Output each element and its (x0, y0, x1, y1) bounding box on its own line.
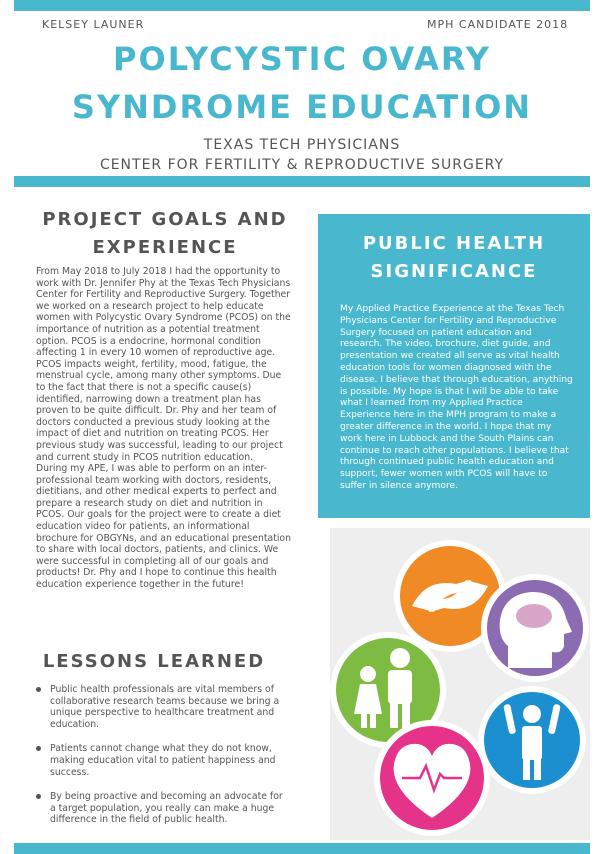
list-item (40, 743, 285, 778)
lesson-text: By being proactive and becoming an advocate for a target population, you really can make a huge difference in the field of public health. (50, 791, 283, 826)
head-brain-icon (481, 574, 589, 682)
lesson-text: Public health professionals are vital members of collaborative research teams because we bring a unique perspective to healthcare treatment and education. (50, 684, 280, 730)
credential: MPH CANDIDATE 2018 (427, 18, 569, 31)
health-icons-svg (330, 528, 590, 840)
top-accent-bar (14, 0, 590, 11)
raised-arms-person-icon (478, 686, 586, 794)
goals-body (36, 266, 292, 591)
page-title-line2: SYNDROME EDUCATION (71, 88, 533, 126)
lessons-list (40, 684, 285, 839)
bullet-dot (36, 687, 41, 692)
subtitle-line1: TEXAS TECH PHYSICIANS (203, 137, 401, 153)
heart-pulse-icon (374, 720, 490, 836)
significance-heading-line2: SIGNIFICANCE (370, 261, 538, 282)
significance-panel (318, 214, 590, 518)
list-item (40, 684, 285, 730)
list-item (40, 791, 285, 826)
subtitle-line2: CENTER FOR FERTILITY & REPRODUCTIVE SURGERY (99, 157, 505, 173)
goals-heading-line1: PROJECT GOALS AND (42, 209, 288, 230)
goals-paragraph-2: During my APE, I was able to perform on an inter-professional team working with doctors, residents, dietitians, and other medical experts to perfect and prepare a research study on diet and nutrition in PCOS. Our goals for the project were to create a diet education video for patients, an informational brochure for OBGYNs, and an educational presentation to share with local doctors, patients, and clinics. We were successful in completing all of our goals and products! Dr. Phy and I hope to continue this health education experience together in the future! (36, 463, 291, 591)
significance-paragraph: My Applied Practice Experience at the Texas Tech Physicians Center for Fertility and Reproductive Surgery focused on patient education and research. The video, brochure, diet guide, and presentation we created all serve as vital health education tools for women diagnosed with the disease. I believe that through education, anything is possible. My hope is that I will be able to take what I learned from my Applied Practice Experience here in the MPH program to make a greater difference in the world. I hope that my work here in Lubbock and the South Plains can continue to reach other populations. I believe that through continued public health education and support, fewer women with PCOS will have to suffer in silence anymore. (340, 304, 573, 491)
health-icons-illustration (330, 528, 590, 840)
lessons-heading: LESSONS LEARNED (42, 651, 266, 672)
goals-heading (20, 206, 310, 262)
bullet-dot (36, 794, 41, 799)
header-divider-bar (14, 176, 590, 187)
page-title-line1: POLYCYSTIC OVARY (113, 40, 491, 78)
goals-paragraph-1: From May 2018 to July 2018 I had the opportunity to work with Dr. Jennifer Phy at the Texas Tech Physicians Center for Fertility and Reproductive Surgery. Together we worked on a research project to help educate women with Polycystic Ovary Syndrome (PCOS) on the importance of nutrition as a potential treatment option. PCOS is a endocrine, hormonal condition affecting 1 in every 10 women of reproductive age. PCOS impacts weight, fertility, mood, fatigue, the menstrual cycle, among many other symptoms. Due to the fact that there is not a specific cause(s) identified, narrowing down a treatment plan has proven to be quite difficult. Dr. Phy and her team of doctors conducted a previous study looking at the impact of diet and nutrition on treating PCOS. Her previous study was successful, leading to our project and current study in PCOS nutrition education. (36, 266, 291, 463)
significance-heading-line1: PUBLIC HEALTH (362, 233, 546, 254)
goals-heading-line2: EXPERIENCE (92, 237, 238, 258)
author-name: KELSEY LAUNER (42, 18, 145, 31)
significance-heading (318, 230, 590, 286)
bottom-accent-bar (14, 843, 590, 854)
lesson-text: Patients cannot change what they do not know, making education vital to patient happiness and success. (50, 743, 276, 778)
bullet-dot (36, 746, 41, 751)
